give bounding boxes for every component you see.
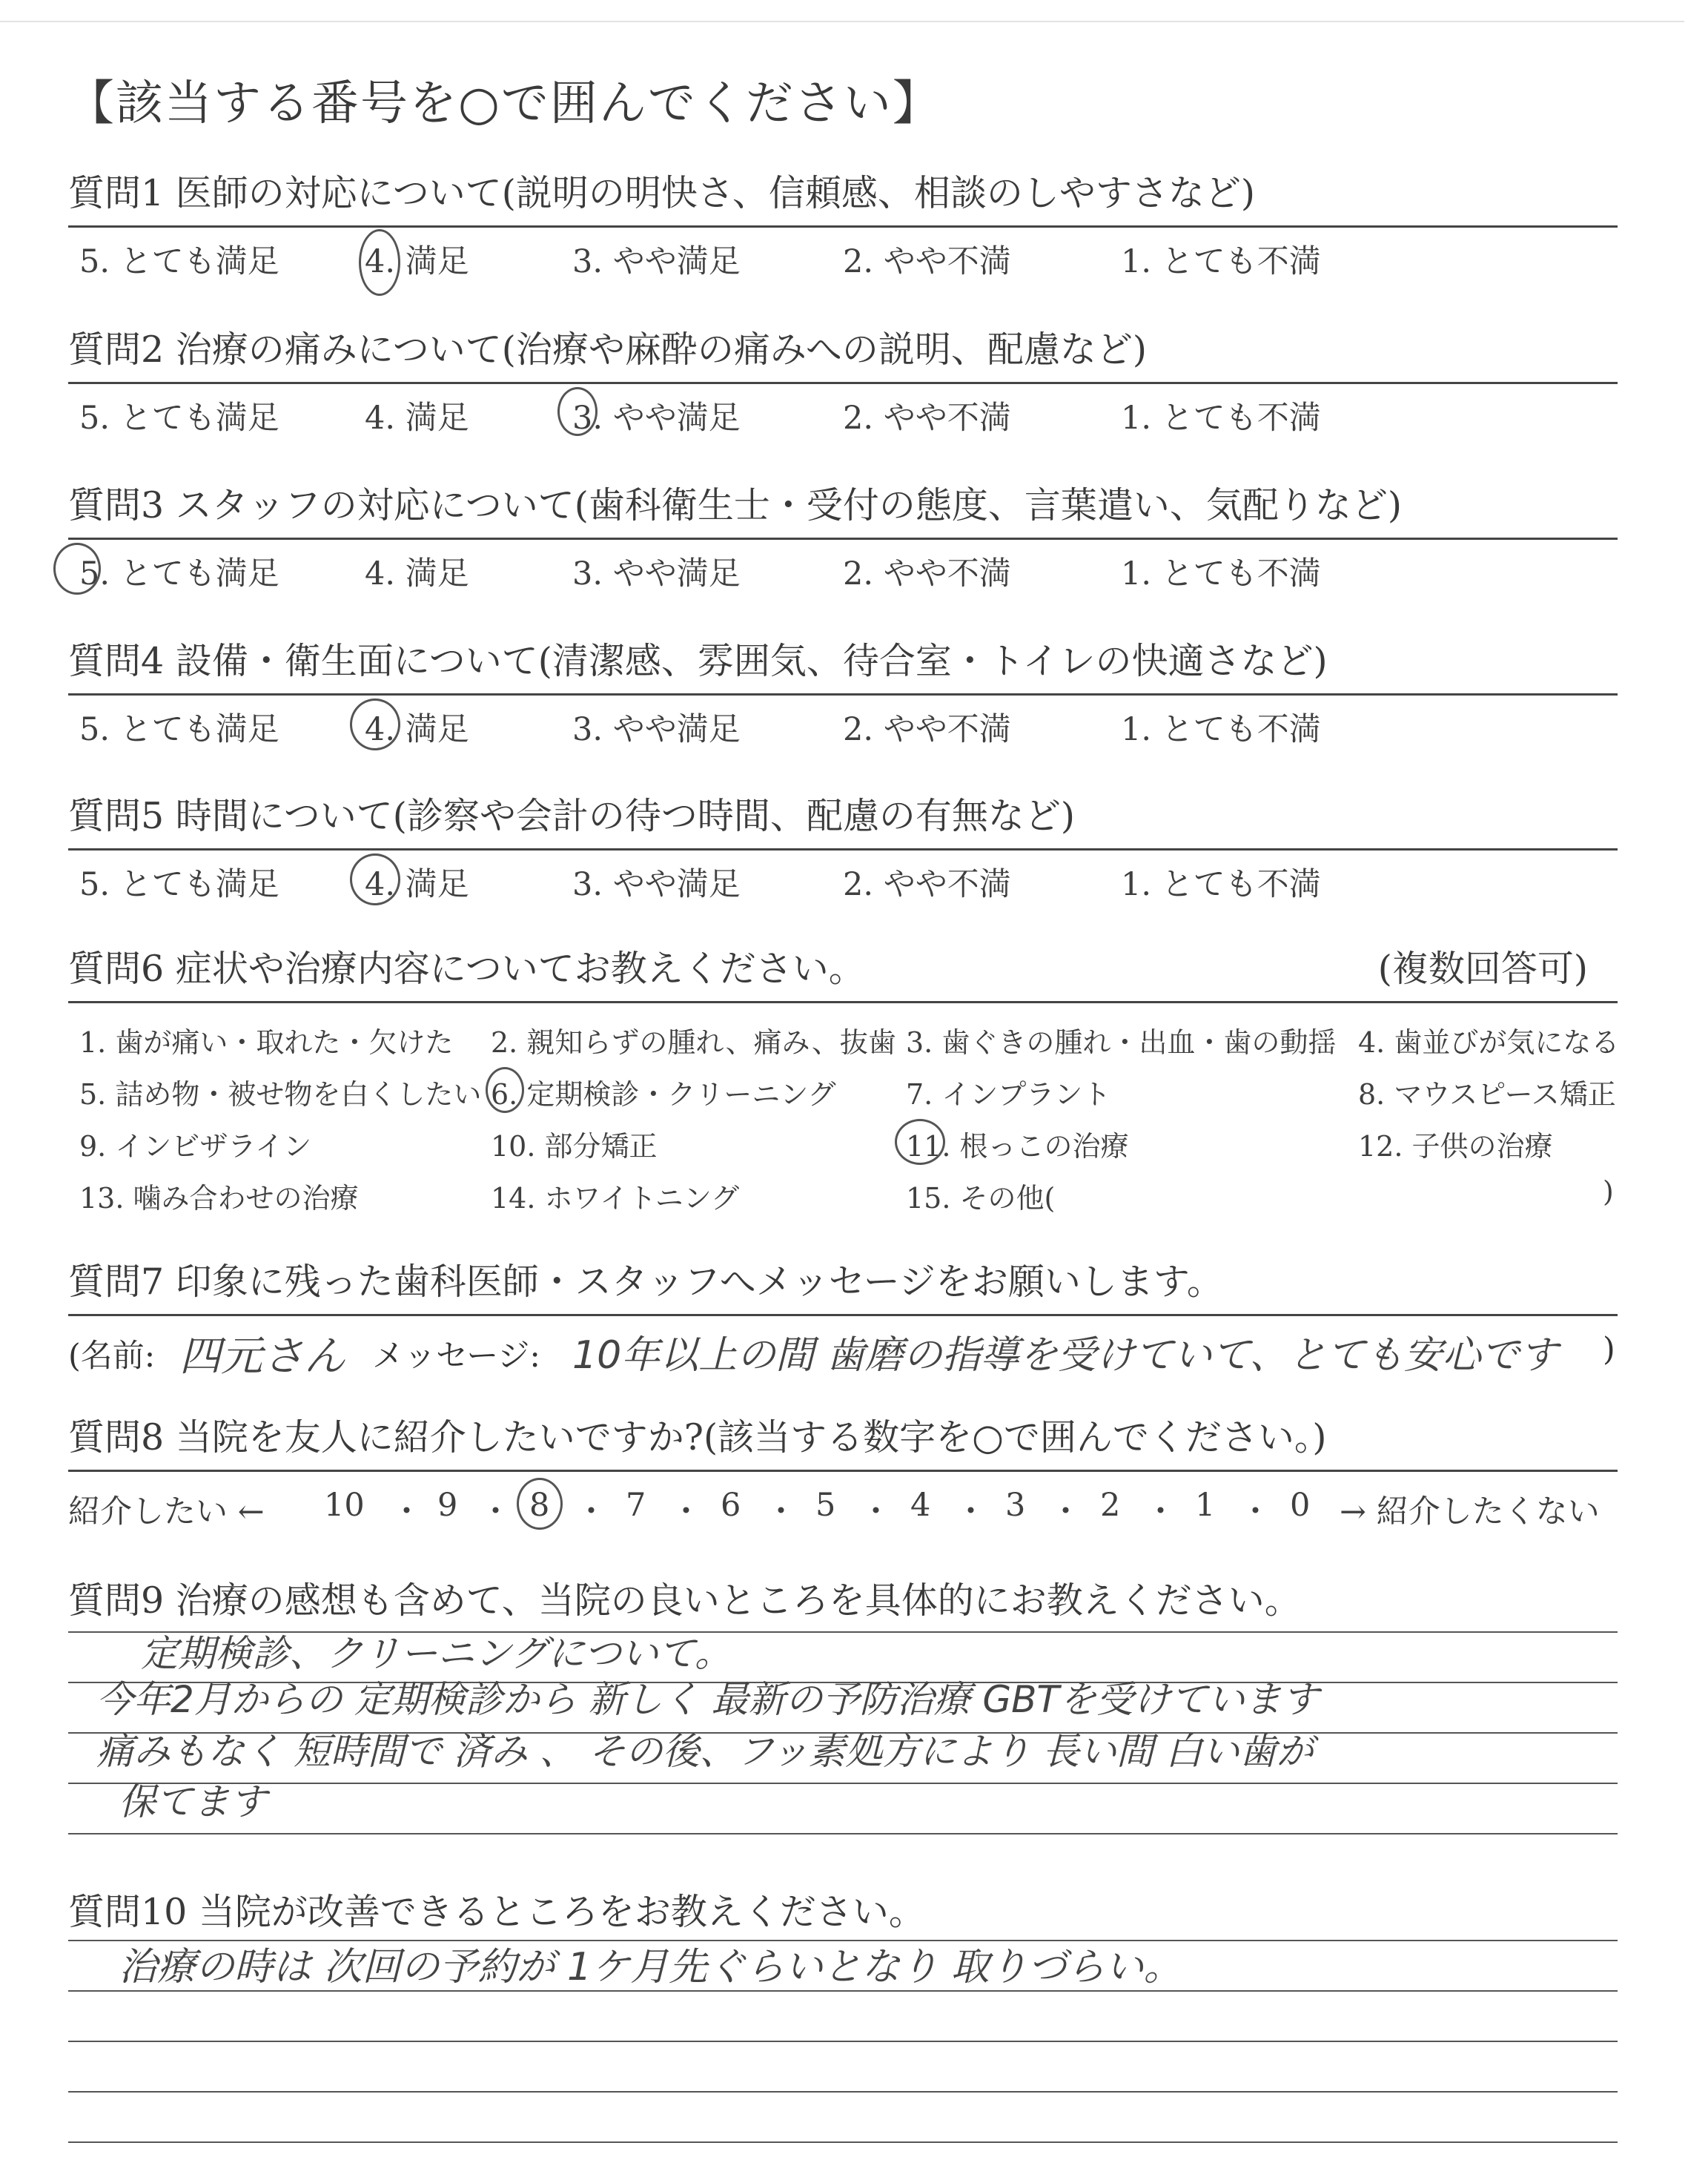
selection-circle bbox=[895, 1119, 945, 1165]
top-border bbox=[0, 21, 1684, 22]
question-8 bbox=[68, 1409, 1618, 1539]
separator-dot: ・ bbox=[575, 1493, 607, 1530]
option-4[interactable]: 4. 満足 bbox=[365, 400, 469, 437]
selection-circle bbox=[350, 698, 400, 750]
option-5[interactable]: 5. とても満足 bbox=[79, 866, 279, 903]
option-1[interactable]: 1. とても不満 bbox=[1121, 400, 1321, 437]
option-5[interactable]: 5. とても満足 bbox=[79, 555, 279, 592]
symptom-option[interactable]: 14. ホワイトニング bbox=[491, 1182, 740, 1215]
answer-text[interactable]: 今年2月からの 定期検診から 新しく 最新の予防治療 GBTを受けています bbox=[96, 1678, 1319, 1721]
option-3[interactable]: 3. やや満足 bbox=[572, 866, 741, 903]
symptom-option[interactable]: 13. 噛み合わせの治療 bbox=[79, 1182, 359, 1215]
other-close-paren: ) bbox=[1603, 1175, 1614, 1208]
symptom-option[interactable]: 1. 歯が痛い・取れた・欠けた bbox=[79, 1026, 454, 1059]
selection-circle bbox=[53, 543, 101, 595]
symptom-option[interactable]: 5. 詰め物・被せ物を白くしたい bbox=[79, 1078, 482, 1111]
question-4 bbox=[68, 633, 1618, 748]
answer-line bbox=[68, 1783, 1618, 1784]
scale-number[interactable]: 3 bbox=[1005, 1487, 1026, 1524]
symptom-option[interactable]: 15. その他( bbox=[906, 1182, 1056, 1215]
question-1-options bbox=[68, 228, 1618, 280]
symptom-option[interactable]: 10. 部分矯正 bbox=[491, 1130, 658, 1163]
question-8-title: 質問8 当院を友人に紹介したいですか?(該当する数字を○で囲んでください。) bbox=[68, 1409, 1618, 1472]
option-1[interactable]: 1. とても不満 bbox=[1121, 711, 1321, 748]
question-9-title: 質問9 治療の感想も含めて、当院の良いところを具体的にお教えください。 bbox=[68, 1579, 1301, 1622]
question-1 bbox=[68, 165, 1618, 280]
option-3[interactable]: 3. やや満足 bbox=[572, 243, 741, 280]
option-5[interactable]: 5. とても満足 bbox=[79, 711, 279, 748]
option-3[interactable]: 3. やや満足 bbox=[572, 555, 741, 592]
separator-dot: ・ bbox=[391, 1493, 423, 1530]
scale-number[interactable]: 1 bbox=[1195, 1487, 1216, 1524]
separator-dot: ・ bbox=[480, 1493, 512, 1530]
option-2[interactable]: 2. やや不満 bbox=[843, 243, 1011, 280]
symptom-option[interactable]: 9. インビザライン bbox=[79, 1130, 312, 1163]
option-4[interactable]: 4. 満足 bbox=[365, 711, 469, 748]
answer-text[interactable]: 痛みもなく 短時間で 済み 、 その後、フッ素処方により 長い間 白い歯が bbox=[96, 1730, 1314, 1773]
option-3[interactable]: 3. やや満足 bbox=[572, 711, 741, 748]
question-5-title: 質問5 時間について(診察や会計の待つ時間、配慮の有無など) bbox=[68, 787, 1618, 851]
scale-number[interactable]: 4 bbox=[910, 1487, 931, 1524]
option-2[interactable]: 2. やや不満 bbox=[843, 400, 1011, 437]
answer-text[interactable]: 治療の時は 次回の予約が 1ケ月先ぐらいとなり 取りづらい。 bbox=[119, 1945, 1182, 1989]
question-5-options bbox=[68, 851, 1618, 903]
question-2-title: 質問2 治療の痛みについて(治療や麻酔の痛みへの説明、配慮など) bbox=[68, 321, 1618, 384]
scale-number[interactable]: 10 bbox=[324, 1487, 365, 1524]
question-1-title: 質問1 医師の対応について(説明の明快さ、信頼感、相談のしやすさなど) bbox=[68, 165, 1618, 228]
option-1[interactable]: 1. とても不満 bbox=[1121, 243, 1321, 280]
scale-number[interactable]: 8 bbox=[529, 1487, 550, 1524]
question-6 bbox=[68, 940, 1620, 1215]
name-value[interactable]: 四元さん bbox=[179, 1332, 345, 1381]
scale-number[interactable]: 5 bbox=[815, 1487, 836, 1524]
selection-circle bbox=[359, 229, 400, 296]
separator-dot: ・ bbox=[1050, 1493, 1082, 1530]
option-4[interactable]: 4. 満足 bbox=[365, 866, 469, 903]
answer-line bbox=[68, 2141, 1618, 2143]
question-3-title: 質問3 スタッフの対応について(歯科衛生士・受付の態度、言葉遣い、気配りなど) bbox=[68, 477, 1618, 540]
selection-circle bbox=[517, 1478, 563, 1530]
separator-dot: ・ bbox=[1145, 1493, 1176, 1530]
form-header: 【該当する番号を○で囲んでください】 bbox=[67, 76, 941, 131]
answer-text[interactable]: 保てます bbox=[119, 1780, 267, 1823]
separator-dot: ・ bbox=[1239, 1493, 1271, 1530]
symptom-option[interactable]: 3. 歯ぐきの腫れ・出血・歯の動揺 bbox=[906, 1026, 1337, 1059]
answer-line bbox=[68, 2091, 1618, 2093]
symptom-option[interactable]: 2. 親知らずの腫れ、痛み、抜歯 bbox=[491, 1026, 896, 1059]
message-close: ) bbox=[1603, 1331, 1615, 1368]
question-10-title: 質問10 当院が改善できるところをお教えください。 bbox=[68, 1891, 925, 1933]
message-row bbox=[68, 1316, 1618, 1390]
message-label: メッセージ: bbox=[372, 1338, 540, 1375]
question-7 bbox=[68, 1253, 1618, 1390]
separator-dot: ・ bbox=[765, 1493, 797, 1530]
question-4-options bbox=[68, 696, 1618, 748]
question-6-title-text: 質問6 症状や治療内容についてお教えください。 bbox=[68, 948, 865, 990]
symptom-option[interactable]: 6. 定期検診・クリーニング bbox=[491, 1078, 836, 1111]
scale-number[interactable]: 6 bbox=[721, 1487, 741, 1524]
selection-circle bbox=[350, 853, 400, 905]
separator-dot: ・ bbox=[670, 1493, 702, 1530]
separator-dot: ・ bbox=[860, 1493, 892, 1530]
question-5 bbox=[68, 787, 1618, 903]
question-2 bbox=[68, 321, 1618, 437]
name-label: (名前: bbox=[68, 1338, 156, 1375]
option-3[interactable]: 3. やや満足 bbox=[572, 400, 741, 437]
symptom-option[interactable]: 4. 歯並びが気になる bbox=[1358, 1026, 1620, 1059]
question-2-options bbox=[68, 384, 1618, 437]
scale-number[interactable]: 9 bbox=[437, 1487, 458, 1524]
selection-circle bbox=[486, 1067, 524, 1113]
question-3-options bbox=[68, 540, 1618, 592]
scale-left-label: 紹介したい ← bbox=[68, 1493, 265, 1530]
scale-right-label: → 紹介したくない bbox=[1340, 1493, 1600, 1530]
option-2[interactable]: 2. やや不満 bbox=[843, 555, 1011, 592]
scale-number[interactable]: 7 bbox=[626, 1487, 646, 1524]
option-5[interactable]: 5. とても満足 bbox=[79, 400, 279, 437]
option-2[interactable]: 2. やや不満 bbox=[843, 711, 1011, 748]
scale-number[interactable]: 0 bbox=[1290, 1487, 1311, 1524]
question-3 bbox=[68, 477, 1618, 592]
question-7-title: 質問7 印象に残った歯科医師・スタッフへメッセージをお願いします。 bbox=[68, 1253, 1618, 1316]
message-value[interactable]: 10年以上の間 歯磨の指導を受けていて、とても安心です bbox=[572, 1333, 1558, 1378]
symptom-option[interactable]: 7. インプラント bbox=[906, 1078, 1111, 1111]
option-2[interactable]: 2. やや不満 bbox=[843, 866, 1011, 903]
option-1[interactable]: 1. とても不満 bbox=[1121, 555, 1321, 592]
option-4[interactable]: 4. 満足 bbox=[365, 555, 469, 592]
question-6-title bbox=[68, 940, 1618, 1003]
scale-number[interactable]: 2 bbox=[1100, 1487, 1121, 1524]
question-4-title: 質問4 設備・衛生面について(清潔感、雰囲気、待合室・トイレの快適さなど) bbox=[68, 633, 1618, 696]
option-4[interactable]: 4. 満足 bbox=[365, 243, 469, 280]
question-6-options bbox=[68, 1003, 1620, 1215]
answer-line bbox=[68, 2041, 1618, 2042]
symptom-option[interactable]: 8. マウスピース矯正 bbox=[1358, 1078, 1616, 1111]
selection-circle bbox=[557, 387, 598, 436]
answer-line bbox=[68, 1833, 1618, 1834]
answer-text[interactable]: 定期検診、クリーニングについて。 bbox=[141, 1632, 732, 1675]
symptom-option[interactable]: 12. 子供の治療 bbox=[1358, 1130, 1553, 1163]
referral-scale bbox=[68, 1472, 1618, 1539]
separator-dot: ・ bbox=[955, 1493, 987, 1530]
symptom-option[interactable]: 11. 根っこの治療 bbox=[906, 1130, 1129, 1163]
option-5[interactable]: 5. とても満足 bbox=[79, 243, 279, 280]
option-1[interactable]: 1. とても不満 bbox=[1121, 866, 1321, 903]
question-6-note: (複数回答可) bbox=[1377, 948, 1588, 990]
